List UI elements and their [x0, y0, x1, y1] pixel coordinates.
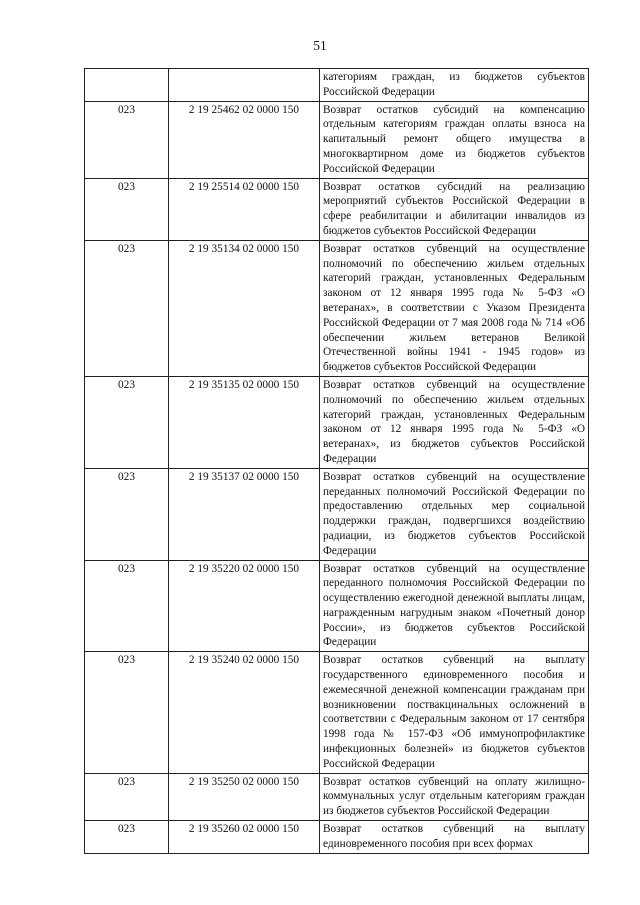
- budget-code-cell: 2 19 35135 02 0000 150: [169, 376, 320, 468]
- description-cell: категориям граждан, из бюджетов субъектов Российской Федерации: [320, 69, 589, 102]
- table-row: [85, 468, 589, 560]
- budget-code-cell: 2 19 25514 02 0000 150: [169, 178, 320, 240]
- admin-code-cell: 023: [85, 560, 169, 652]
- description-cell: Возврат остатков субвенций на осуществление полномочий по обеспечению жильем отдельных категорий граждан, установленных Федеральным законом от 12 января 1995 года № 5-ФЗ «О ветеранах», в соответствии с Указом Президента Российской Федерации от 7 мая 2008 года № 714 «Об обеспечении жильем ветеранов Великой Отечественной войны 1941 - 1945 годов» из бюджетов субъектов Российской Федерации: [320, 240, 589, 376]
- admin-code-cell: 023: [85, 178, 169, 240]
- budget-codes-table: [84, 68, 589, 854]
- admin-code-cell: 023: [85, 240, 169, 376]
- budget-code-cell: 2 19 35134 02 0000 150: [169, 240, 320, 376]
- admin-code-cell: [85, 69, 169, 102]
- table-row: [85, 652, 589, 773]
- budget-code-cell: 2 19 35250 02 0000 150: [169, 773, 320, 820]
- description-cell: Возврат остатков субвенций на выплату единовременного пособия при всех формах: [320, 821, 589, 854]
- admin-code-cell: 023: [85, 376, 169, 468]
- table-row: [85, 101, 589, 178]
- admin-code-cell: 023: [85, 652, 169, 773]
- table-row: [85, 560, 589, 652]
- description-cell: Возврат остатков субвенций на осуществление переданных полномочий Российской Федерации по предоставлению отдельных мер социальной поддержки граждан, подвергшихся воздействию радиации, из бюджетов субъектов Российской Федерации: [320, 468, 589, 560]
- description-cell: Возврат остатков субвенций на осуществление переданного полномочия Российской Федерации по осуществлению ежегодной денежной выплаты лицам, награжденным нагрудным знаком «Почетный донор России», из бюджетов субъектов Российской Федерации: [320, 560, 589, 652]
- budget-code-cell: 2 19 35220 02 0000 150: [169, 560, 320, 652]
- description-cell: Возврат остатков субсидий на компенсацию отдельным категориям граждан оплаты взноса на капитальный ремонт общего имущества в многоквартирном доме из бюджетов субъектов Российской Федерации: [320, 101, 589, 178]
- admin-code-cell: 023: [85, 821, 169, 854]
- budget-code-cell: 2 19 35137 02 0000 150: [169, 468, 320, 560]
- description-cell: Возврат остатков субвенций на выплату государственного единовременного пособия и ежемесячной денежной компенсации гражданам при возникновении поствакцинальных осложнений в соответствии с Федеральным законом от 17 сентября 1998 года № 157-ФЗ «Об иммунопрофилактике инфекционных болезней» из бюджетов субъектов Российской Федерации: [320, 652, 589, 773]
- description-cell: Возврат остатков субвенций на осуществление полномочий по обеспечению жильем отдельных категорий граждан, установленных Федеральным законом от 12 января 1995 года № 5-ФЗ «О ветеранах», из бюджетов субъектов Российской Федерации: [320, 376, 589, 468]
- table-row: [85, 69, 589, 102]
- admin-code-cell: 023: [85, 101, 169, 178]
- budget-code-cell: [169, 69, 320, 102]
- admin-code-cell: 023: [85, 773, 169, 820]
- admin-code-cell: 023: [85, 468, 169, 560]
- table-row: [85, 376, 589, 468]
- budget-code-cell: 2 19 25462 02 0000 150: [169, 101, 320, 178]
- table-row: [85, 240, 589, 376]
- description-cell: Возврат остатков субвенций на оплату жилищно-коммунальных услуг отдельным категориям граждан из бюджетов субъектов Российской Федерации: [320, 773, 589, 820]
- budget-code-cell: 2 19 35240 02 0000 150: [169, 652, 320, 773]
- budget-code-cell: 2 19 35260 02 0000 150: [169, 821, 320, 854]
- page-number: 51: [313, 38, 327, 53]
- description-cell: Возврат остатков субсидий на реализацию мероприятий субъектов Российской Федерации в сфере реабилитации и абилитации инвалидов из бюджетов субъектов Российской Федерации: [320, 178, 589, 240]
- table-row: [85, 821, 589, 854]
- table-row: [85, 773, 589, 820]
- table-row: [85, 178, 589, 240]
